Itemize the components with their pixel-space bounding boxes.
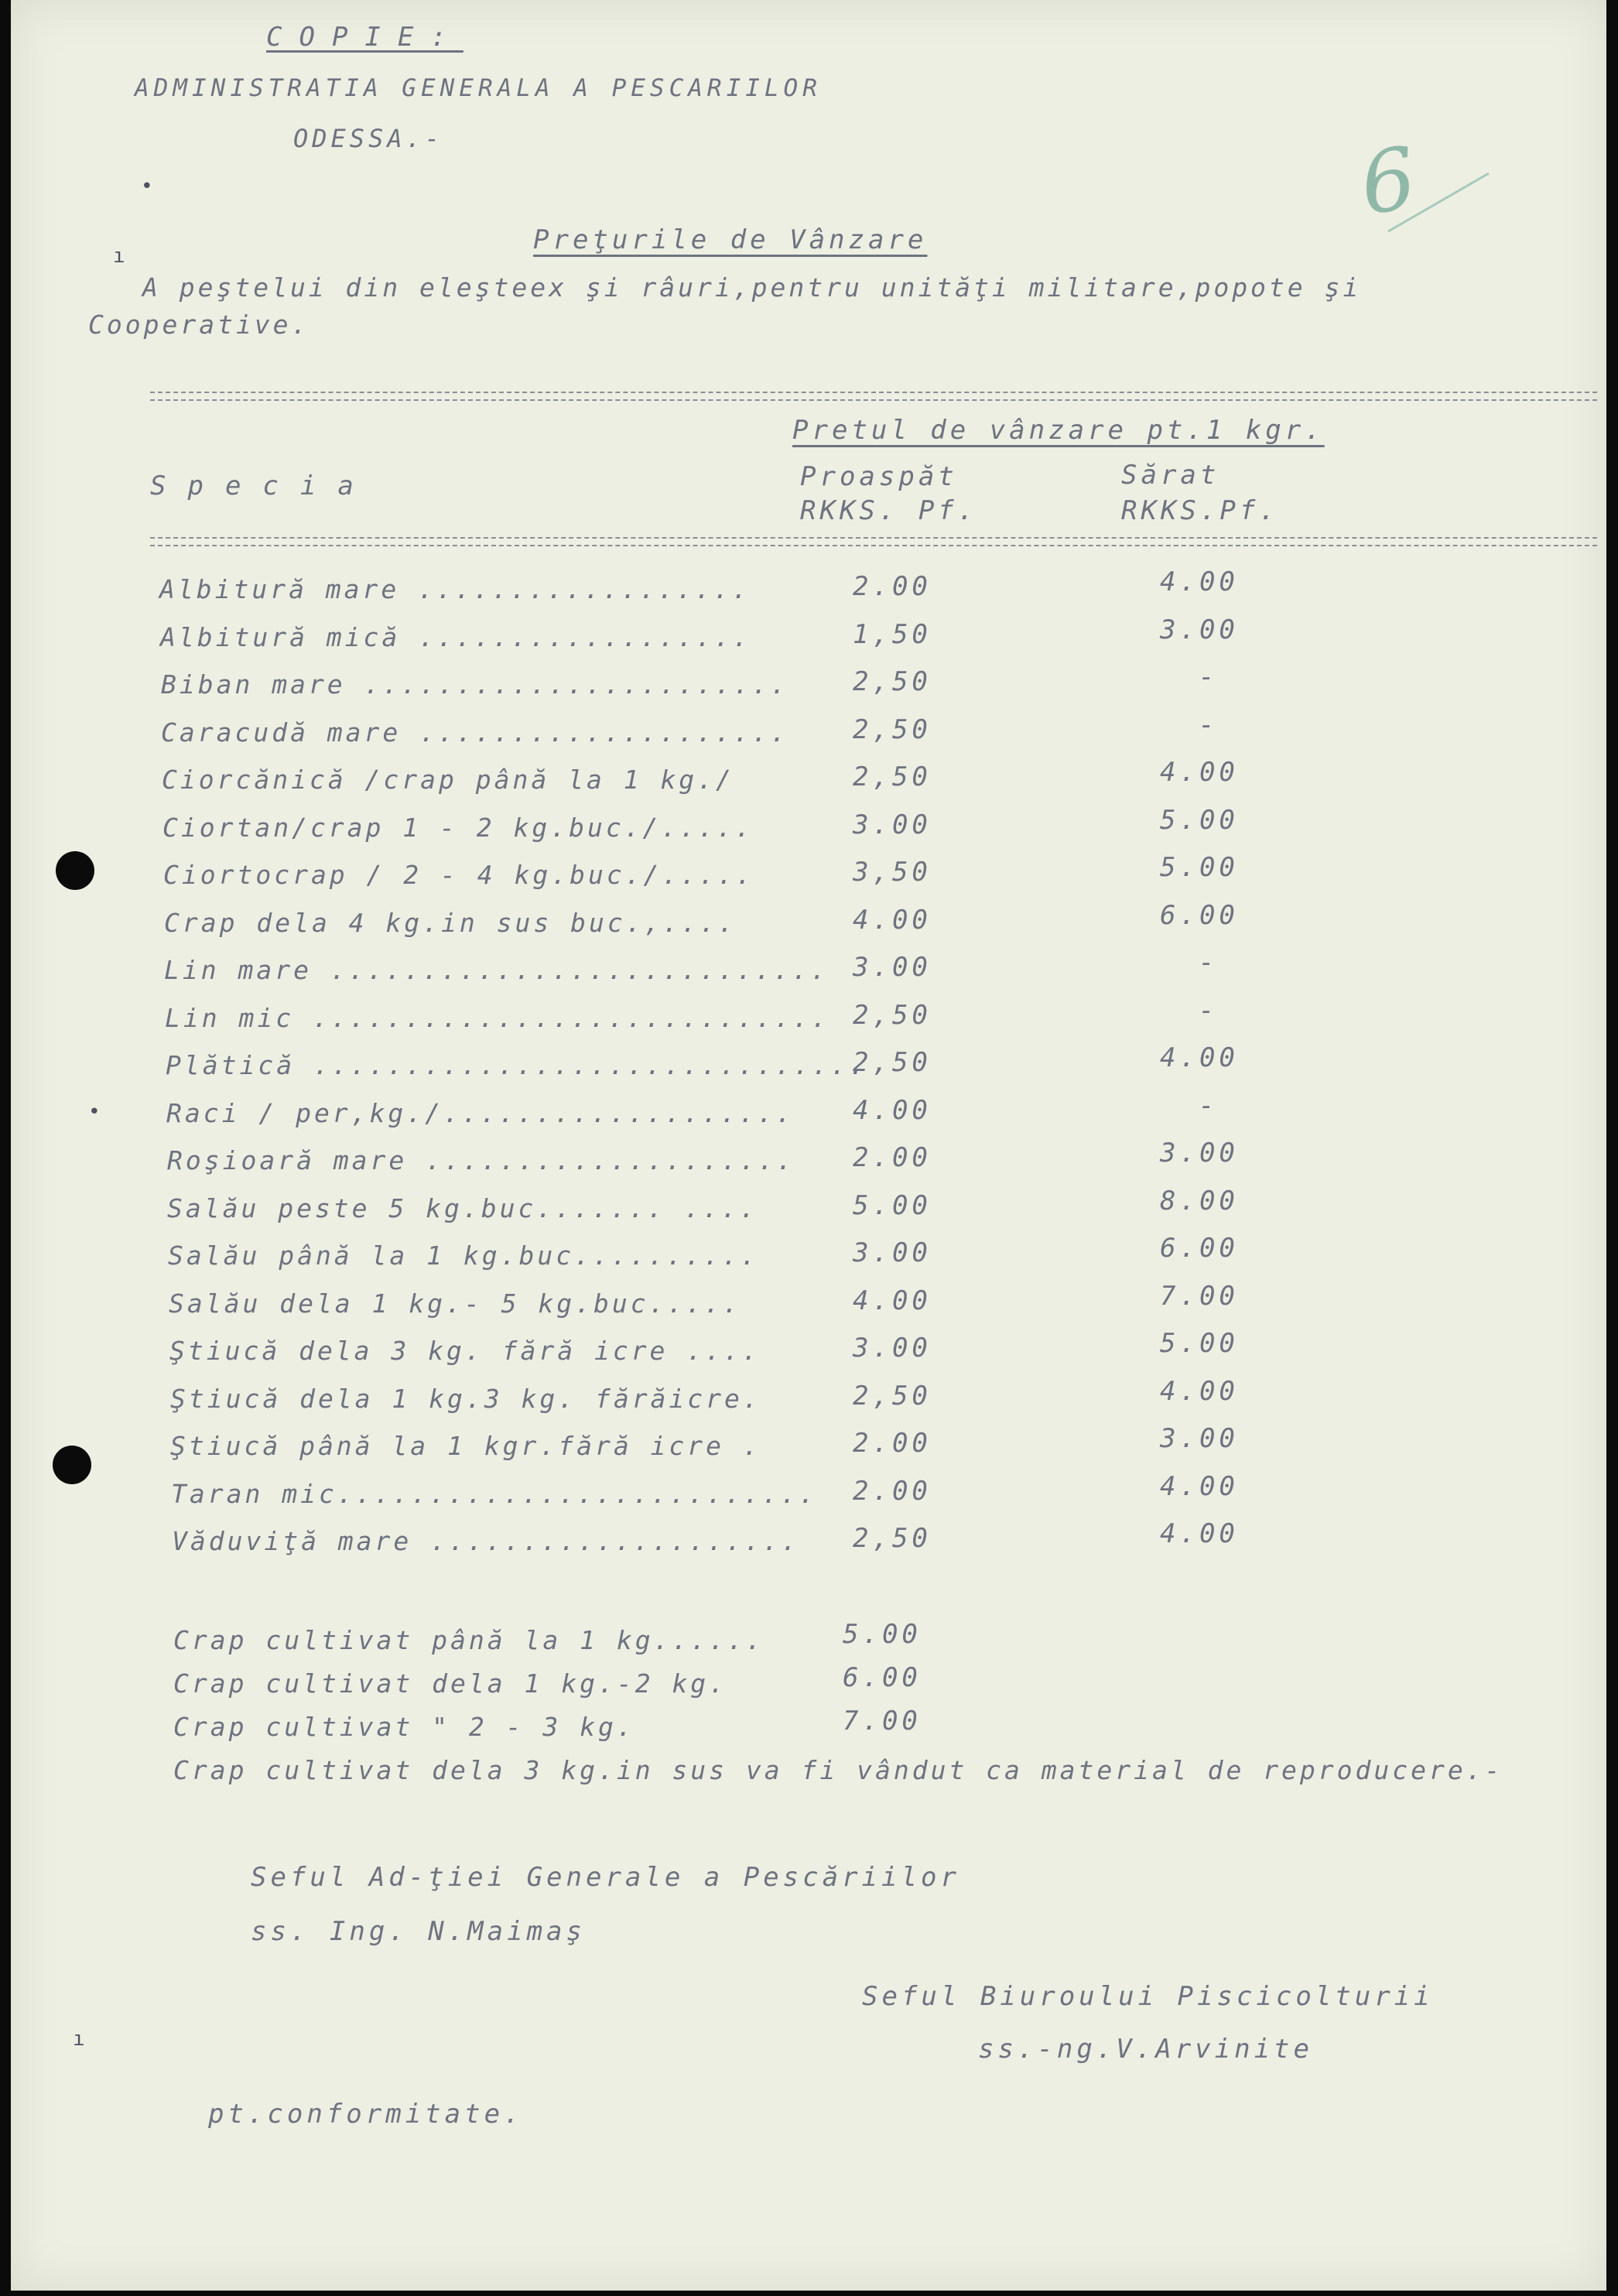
salted-price: 4.00 <box>1160 1518 1239 1549</box>
fresh-price: 4.00 <box>853 905 932 936</box>
document-title: Preţurile de Vânzare <box>533 224 928 255</box>
salted-price: - <box>1199 1090 1219 1121</box>
fish-species-name: Ciortan/crap 1 - 2 kg.buc./..... <box>162 813 754 843</box>
fresh-price: 4.00 <box>853 1285 932 1316</box>
fish-species-name: Salău dela 1 kg.- 5 kg.buc..... <box>169 1288 741 1319</box>
fresh-price: 3.00 <box>853 1237 932 1268</box>
salted-price: 4.00 <box>1160 566 1239 597</box>
fish-species-name: Lin mare ........................... <box>164 955 830 985</box>
punch-hole-bottom <box>53 1446 91 1484</box>
salted-price: 7.00 <box>1160 1281 1239 1312</box>
fish-species-name: Ciorcănică /crap până la 1 kg./ <box>162 765 734 795</box>
fresh-price: 2,50 <box>853 1000 932 1031</box>
fish-species-name: Ştiucă până la 1 kgr.fără icre . <box>170 1431 761 1461</box>
salted-price: 5.00 <box>1160 805 1239 836</box>
intro-line-2: Cooperative. <box>88 310 310 340</box>
salted-price: 3.00 <box>1160 614 1239 645</box>
punch-hole-top <box>56 851 94 890</box>
price-column-header: Pretul de vânzare pt.1 kgr. <box>792 415 1325 446</box>
fish-species-name: Caracudă mare .................... <box>161 717 789 748</box>
salted-price: 4.00 <box>1160 1042 1239 1073</box>
fresh-price: 2.00 <box>853 1142 932 1173</box>
page-number: 6 <box>1354 128 1422 234</box>
specia-column-header: Specia <box>150 470 375 501</box>
fish-species-name: Albitură mică .................. <box>160 622 751 652</box>
fish-species-name: Văduviţă mare .................... <box>172 1526 800 1556</box>
salted-price: - <box>1199 995 1219 1026</box>
salted-price: 5.00 <box>1160 852 1239 883</box>
city-label: ODESSA.- <box>293 124 444 153</box>
salted-price: - <box>1199 710 1219 741</box>
salted-price: - <box>1199 662 1219 693</box>
cultivated-carp-name: Crap cultivat dela 1 kg.-2 kg. <box>173 1668 728 1699</box>
margin-mark: ı <box>73 2027 85 2051</box>
fish-species-name: Ştiucă dela 1 kg.3 kg. fărăicre. <box>170 1384 761 1414</box>
fresh-price: 3,50 <box>853 857 932 888</box>
signature-1-name: ss. Ing. N.Maimaş <box>251 1916 586 1947</box>
signature-2-title: Seful Biuroului Piscicolturii <box>862 1981 1434 2012</box>
fresh-column-header: Proaspăt <box>800 461 958 492</box>
fish-species-name: Salău până la 1 kg.buc.......... <box>168 1240 759 1271</box>
fresh-price: 2.00 <box>853 1428 932 1459</box>
salted-price: 6.00 <box>1160 900 1239 931</box>
salted-price: 8.00 <box>1160 1186 1239 1216</box>
fish-species-name: Crap dela 4 kg.in sus buc.,.... <box>164 908 737 938</box>
fish-species-name: Raci / per,kg./................... <box>166 1098 795 1128</box>
fish-species-name: Biban mare ....................... <box>161 669 789 700</box>
fish-species-name: Salău peste 5 kg.buc....... .... <box>167 1193 758 1223</box>
document-page <box>11 0 1606 2291</box>
fresh-price: 2,50 <box>853 1523 932 1554</box>
table-top-rule-2 <box>150 399 1597 401</box>
cultivated-carp-price: 6.00 <box>843 1662 922 1693</box>
signature-1-title: Seful Ad-ţiei Generale a Pescăriilor <box>251 1862 960 1893</box>
fresh-price: 2,50 <box>853 761 932 792</box>
salted-price: - <box>1199 947 1219 978</box>
margin-mark: • <box>88 1100 101 1124</box>
intro-line-1: A peştelui din eleşteex şi râuri,pentru unităţi militare,popote şi <box>142 272 1362 303</box>
fresh-price: 4.00 <box>853 1095 932 1126</box>
conformity-footer: pt.conformitate. <box>208 2099 524 2130</box>
fish-species-name: Roşioară mare .................... <box>167 1145 795 1175</box>
fresh-price: 2,50 <box>853 1381 932 1411</box>
cultivated-carp-name: Crap cultivat " 2 - 3 kg. <box>173 1712 635 1742</box>
salted-column-header: Sărat <box>1121 460 1220 491</box>
salted-price: 4.00 <box>1160 1471 1239 1502</box>
fresh-price: 1,50 <box>853 619 932 650</box>
fish-species-name: Albitură mare .................. <box>159 574 751 604</box>
salted-price: 3.00 <box>1160 1423 1239 1454</box>
cultivated-carp-name: Crap cultivat până la 1 kg...... <box>173 1625 765 1655</box>
cultivated-carp-price: 5.00 <box>843 1619 922 1650</box>
cultivated-carp-price: 7.00 <box>843 1706 922 1737</box>
salted-price: 4.00 <box>1160 757 1239 788</box>
fresh-price: 3.00 <box>853 1333 932 1364</box>
salted-price: 4.00 <box>1160 1376 1239 1407</box>
copie-label: COPIE: <box>266 22 464 53</box>
margin-mark: ı <box>113 245 125 268</box>
fresh-price: 2,50 <box>853 1047 932 1078</box>
fresh-price: 2,50 <box>853 714 932 745</box>
table-top-rule <box>150 392 1597 393</box>
fish-species-name: Taran mic.......................... <box>171 1479 818 1509</box>
administratia-title: ADMINISTRATIA GENERALA A PESCARIILOR <box>135 74 822 102</box>
fish-species-name: Lin mic ............................ <box>165 1003 830 1033</box>
fresh-price: 2.00 <box>853 1476 932 1507</box>
fresh-price: 3.00 <box>853 809 932 840</box>
salted-price: 5.00 <box>1160 1328 1239 1359</box>
margin-mark: • <box>141 175 153 198</box>
fresh-price: 2,50 <box>853 666 932 697</box>
fish-species-name: Ştiucă dela 3 kg. fără icre .... <box>169 1336 761 1366</box>
cultivated-note: Crap cultivat dela 3 kg.in sus va fi vândut ca material de reproducere.- <box>173 1755 1503 1785</box>
fresh-price: 2.00 <box>853 571 932 602</box>
fresh-price: 5.00 <box>853 1190 932 1221</box>
fish-species-name: Plătică .............................. <box>166 1050 867 1080</box>
salted-price: 6.00 <box>1160 1233 1239 1264</box>
fresh-price: 3.00 <box>853 952 932 983</box>
fish-species-name: Ciortocrap / 2 - 4 kg.buc./..... <box>163 860 754 890</box>
salted-price: 3.00 <box>1160 1138 1239 1169</box>
salted-unit-header: RKKS.Pf. <box>1121 495 1279 526</box>
signature-2-name: ss.-ng.V.Arvinite <box>978 2034 1313 2065</box>
table-header-rule-2 <box>150 545 1597 546</box>
table-header-rule <box>150 537 1597 539</box>
fresh-unit-header: RKKS. Pf. <box>800 495 978 526</box>
